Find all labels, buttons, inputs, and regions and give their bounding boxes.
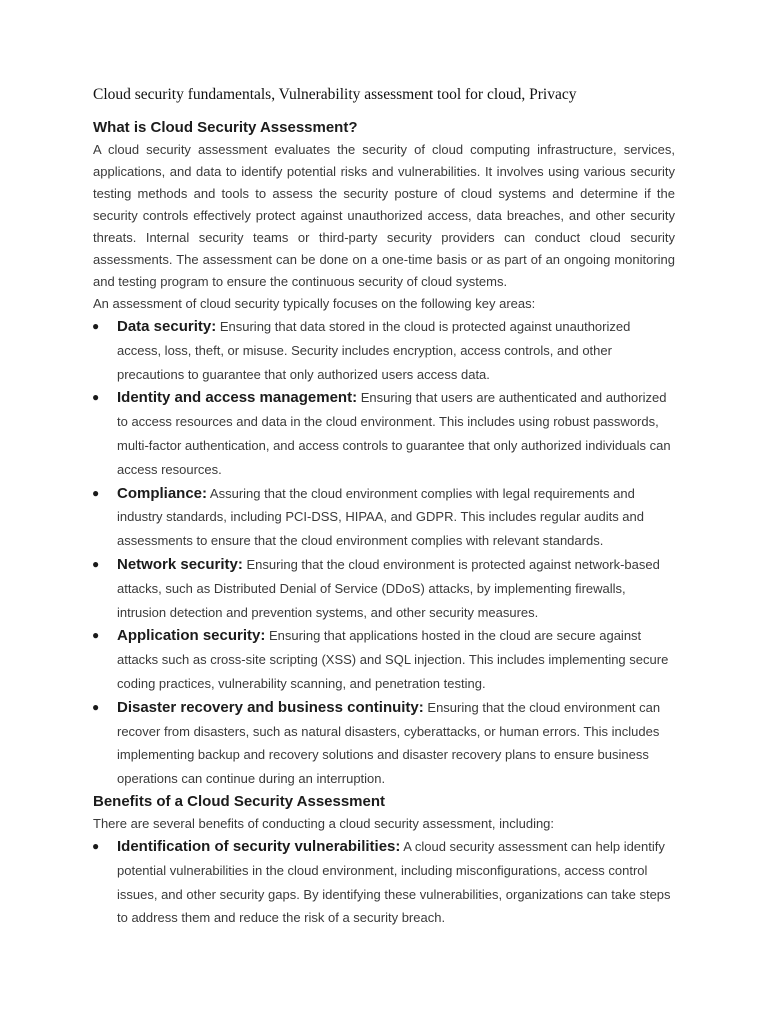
item-text: Ensuring that the cloud environment is protected against network-based attacks, such as Distributed Denial of Service (DDoS) attacks, by implementing firewalls, intrusion detection and prevention systems, and other security measures.	[117, 556, 660, 620]
item-term: Data security:	[117, 318, 217, 335]
item-text: Ensuring that users are authenticated and authorized to access resources and data in the cloud environment. This includes using robust passwords, multi-factor authentication, and access controls to guarantee that only authorized individuals can access resources.	[117, 390, 671, 477]
section-heading-what-is: What is Cloud Security Assessment?	[93, 119, 358, 136]
item-text: Ensuring that the cloud environment can recover from disasters, such as natural disasters, cyberattacks, or human errors. This includes implementing backup and recovery solutions and disaster recovery plans to ensure business operations can continue during an interruption.	[117, 699, 661, 787]
list-item-network-security	[93, 553, 675, 624]
section-heading-benefits: Benefits of a Cloud Security Assessment	[93, 792, 386, 810]
benefits-list	[93, 835, 675, 930]
item-text: Ensuring that applications hosted in the cloud are secure against attacks such as cross-site scripting (XSS) and SQL injection. This includes implementing secure coding practices, vulnerability scanning, and penetration testing.	[117, 628, 669, 691]
item-term: Identification of security vulnerabilities:	[117, 837, 401, 855]
intro-paragraph: A cloud security assessment evaluates the security of cloud computing infrastructure, services, applications, and data to identify potential risks and vulnerabilities. It involves using various security testing methods and tools to assess the security posture of cloud systems and determine if the security controls effectively protect against unauthorized access, data breaches, and other security threats. Internal security teams or third-party security providers can conduct cloud security assessments. The assessment can be done on a one-time basis or as part of an ongoing monitoring and testing program to ensure the continuous security of cloud systems.	[93, 142, 675, 289]
bullet-icon: ●	[92, 556, 100, 571]
list-item-compliance	[93, 482, 675, 553]
document-page	[93, 84, 675, 930]
item-term: Application security:	[117, 627, 266, 645]
key-areas-list	[93, 315, 675, 791]
key-areas-lead: An assessment of cloud security typically focuses on the following key areas:	[93, 296, 536, 311]
item-term: Disaster recovery and business continuity:	[117, 698, 424, 716]
bullet-icon: ●	[92, 838, 100, 853]
item-text: A cloud security assessment can help identify potential vulnerabilities in the cloud environment, including misconfigurations, access control issues, and other security gaps. By identifying these vulnerabilities, organizations can take steps to address them and reduce the risk of a security breach.	[117, 838, 671, 926]
bullet-icon: ●	[92, 390, 100, 405]
bullet-icon: ●	[92, 628, 100, 643]
item-term: Network security:	[117, 555, 243, 573]
list-item-application-security	[93, 624, 675, 695]
list-item-identification	[93, 835, 675, 930]
bullet-icon: ●	[92, 319, 100, 333]
item-text: Assuring that the cloud environment complies with legal requirements and industry standards, including PCI-DSS, HIPAA, and GDPR. This includes regular audits and assessments to ensure that the cloud environment complies with relevant standards.	[117, 485, 644, 549]
item-term: Compliance:	[117, 484, 208, 502]
list-item-data-security	[93, 315, 675, 386]
bullet-icon: ●	[92, 699, 100, 714]
document-title: Cloud security fundamentals, Vulnerability assessment tool for cloud, Privacy	[93, 86, 577, 103]
list-item-identity-access	[93, 386, 675, 481]
bullet-icon: ●	[92, 485, 100, 500]
item-text: Ensuring that data stored in the cloud is protected against unauthorized access, loss, theft, or misuse. Security includes encryption, access controls, and other precautions to guarantee that only authorized users access data.	[117, 319, 631, 382]
item-term: Identity and access management:	[117, 389, 358, 407]
benefits-lead: There are several benefits of conducting a cloud security assessment, including:	[93, 815, 555, 831]
list-item-disaster-recovery	[93, 696, 675, 791]
